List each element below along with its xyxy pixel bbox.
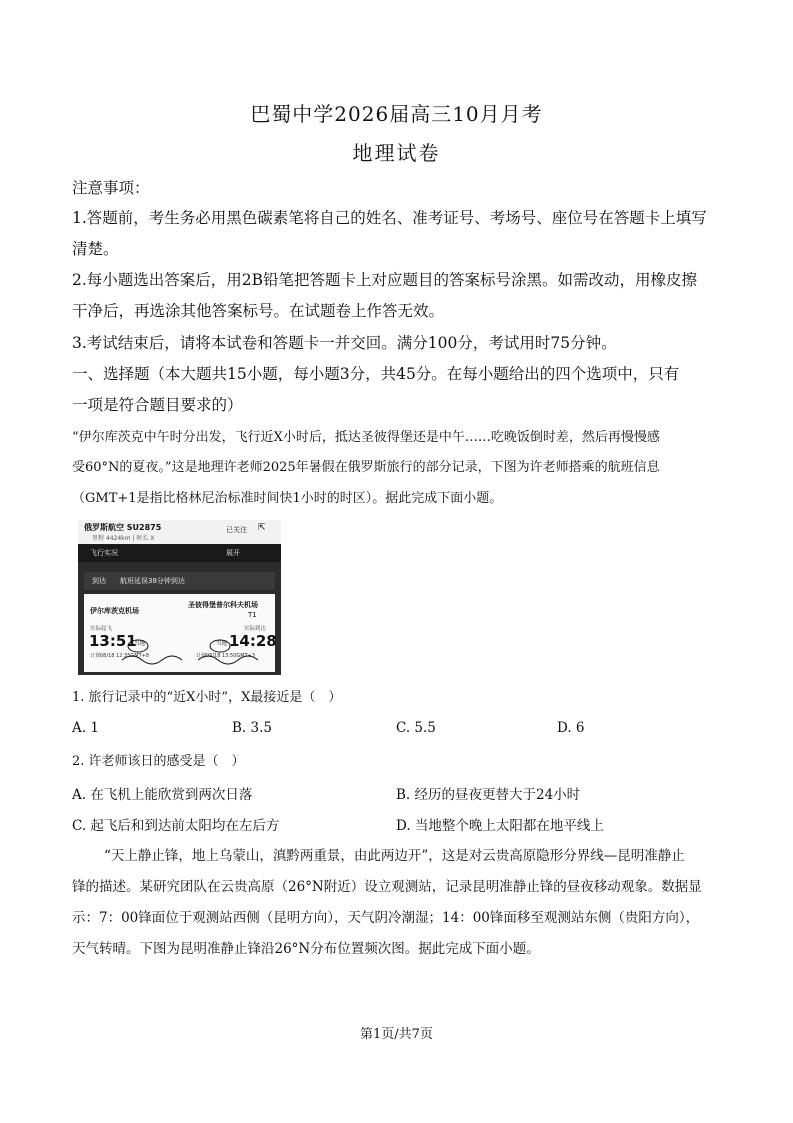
q2-option-a: A. 在飞机上能欣赏到两次日落 [72, 787, 253, 803]
section-heading-line-2: 一项是符合题目要求的） [72, 396, 243, 414]
note-1-line-1: 1.答题前，考生务必用黑色碳素笔将自己的姓名、准考证号、考场号、座位号在答题卡上填写 [72, 209, 707, 227]
passage-2-line-4: 天气转晴。下图为昆明准静止锋沿26°N分布位置频次图。据此完成下面小题。 [72, 941, 540, 957]
flight-info-figure [78, 520, 281, 675]
note-2-line-2: 干净后，再选涂其他答案标号。在试题卷上作答无效。 [72, 302, 445, 320]
passage-2-line-3: 示：7：00锋面位于观测站西侧（昆明方向），天气阴冷潮湿；14：00锋面移至观测站东侧（贵阳方向）， [72, 910, 700, 926]
note-1-line-2: 清楚。 [72, 240, 119, 258]
q1-option-b: B. 3.5 [232, 720, 272, 736]
flight-airline: 俄罗斯航空 SU2875 [84, 523, 162, 532]
departure-local-tag: 当地 [134, 641, 146, 647]
q1-option-a: A. 1 [72, 720, 99, 736]
question-2-stem: 2. 许老师该日的感受是（ ） [72, 754, 245, 769]
passage-2-line-2: 锋的描述。某研究团队在云贵高原（26°N附近）设立观测站，记录昆明准静止锋的昼夜移动观象。数据显 [72, 879, 702, 895]
arrival-terminal: T1 [248, 611, 257, 619]
note-2-line-1: 2.每小题选出答案后，用2B铅笔把答题卡上对应题目的答案标号涂黑。如需改动，用橡皮擦 [72, 271, 698, 289]
passage-1-line-3: （GMT+1是指比格林尼治标准时间快1小时的时区）。据此完成下面小题。 [72, 491, 503, 506]
exam-subject: 地理试卷 [352, 141, 441, 165]
arrival-airport: 圣彼得堡普尔科夫机场 [188, 601, 258, 609]
question-1-stem: 1. 旅行记录中的“近X小时”，X最接近是（ ） [72, 690, 342, 705]
flight-distance: 里程 4424km | 时长 X [92, 535, 155, 542]
passage-1-line-2: 受60°N的夏夜。”这是地理许老师2025年暑假在俄罗斯旅行的部分记录，下图为许老师搭乘的航班信息 [72, 460, 660, 475]
arrival-label: 实际到达 [244, 626, 267, 632]
page-number: 第1页/共7页 [360, 1027, 433, 1042]
pen-annotation-marks [78, 520, 281, 675]
arrival-local-tag: 当地 [216, 641, 228, 647]
q1-option-c: C. 5.5 [396, 720, 436, 736]
q2-option-d: D. 当地整个晚上太阳都在地平线上 [396, 818, 604, 834]
expand-label: 展开 [226, 549, 240, 557]
arrival-time: 14:28 [229, 632, 277, 650]
q2-option-c: C. 起飞后和到达前太阳均在左后方 [72, 818, 280, 834]
departure-time: 13:51 [89, 632, 137, 650]
notes-heading: 注意事项： [72, 179, 150, 197]
arrival-planned: 计划08/18 13:50GMT+3 [196, 653, 256, 659]
share-icon: ⇱ [258, 523, 266, 533]
flight-status: 到达 [92, 577, 106, 585]
q2-option-b: B. 经历的昼夜更替大于24小时 [396, 787, 581, 803]
q1-option-d: D. 6 [557, 720, 585, 736]
departure-airport: 伊尔库茨克机场 [90, 607, 139, 615]
departure-label: 实际起飞 [90, 626, 113, 632]
passage-1-line-1: “伊尔库茨克中午时分出发，飞行近X小时后，抵达圣彼得堡还是中午……吃晚饭倒时差，然后再慢慢感 [72, 430, 660, 445]
departure-planned: 计划08/18 12:35GMT+8 [90, 653, 150, 659]
passage-2-line-1: “天上静止锋，地上乌蒙山，滇黔两重景，由此两边开”，这是对云贵高原隐形分界线—昆明准静止 [104, 848, 685, 864]
flight-delay: 航班延误38分钟到达 [120, 577, 185, 585]
note-3: 3.考试结束后，请将本试卷和答题卡一并交回。满分100分，考试用时75分钟。 [72, 334, 617, 352]
section-heading-line-1: 一、选择题（本大题共15小题，每小题3分，共45分。在每小题给出的四个选项中，只有 [72, 365, 680, 383]
exam-title: 巴蜀中学2026届高三10月月考 [250, 102, 543, 126]
follow-label: 已关注 [226, 526, 247, 534]
flight-tab-label: 飞行实况 [90, 549, 118, 557]
